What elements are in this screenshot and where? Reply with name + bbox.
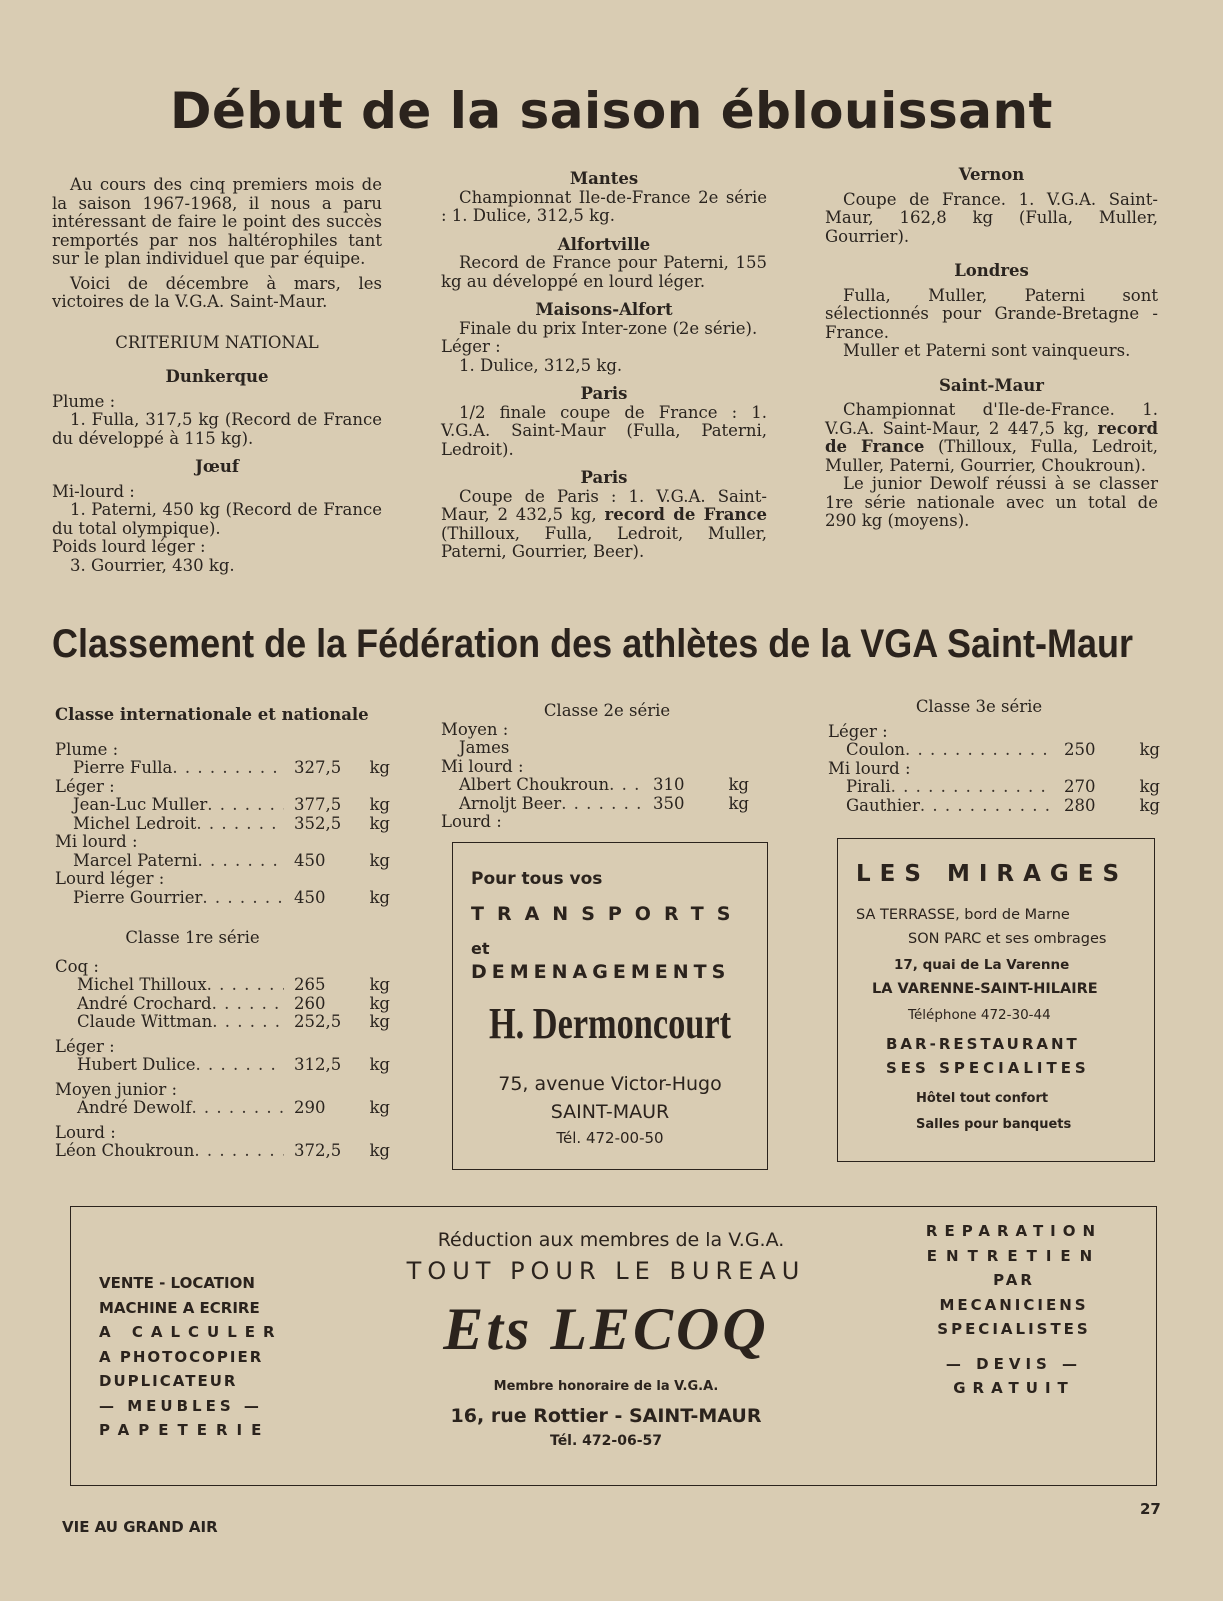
athlete-unit: kg [728,775,749,794]
athlete-total: 377,5 [294,795,342,814]
athlete-total: 260 [294,993,326,1013]
plume-result: 1. Fulla, 317,5 kg (Record de France du développé à 115 kg). [52,410,382,448]
athlete-name-james: James [459,738,510,757]
ad-mirages-line5: BAR-RESTAURANT [886,1035,1080,1053]
joeuf-heading: Jœuf [195,457,239,476]
ad-transports-name: H. Dermoncourt [488,999,732,1048]
athlete-name: Albert Choukroun [459,775,610,794]
ad-mirages-line7: Hôtel tout confort [916,1091,1049,1106]
leger-cat: Léger : [55,776,115,796]
page-number: 27 [1140,1500,1161,1518]
intro-column [52,176,382,575]
maisons-alfort-heading: Maisons-Alfort [535,300,673,319]
dunkerque-heading: Dunkerque [165,367,269,386]
athlete-unit: kg [369,1098,390,1117]
ad-transports-phone: Tél. 472-00-50 [556,1129,664,1147]
criterium-heading: CRITERIUM NATIONAL [115,332,319,352]
ad-lecoq-left-line: VENTE - LOCATION [99,1274,255,1292]
athlete-name: Gauthier [846,795,920,815]
ad-lecoq-left-line: MACHINE A ECRIRE [99,1298,260,1317]
ad-lecoq [70,1206,1157,1486]
plume-label: Plume : [52,391,116,411]
athlete-name: André Crochard [77,993,212,1013]
ad-lecoq-tagline: TOUT POUR LE BUREAU [406,1257,806,1285]
athlete-name: Léon Choukroun [55,1141,195,1160]
ad-mirages-phone: Téléphone 472-30-44 [908,1007,1051,1023]
paris-text-1: 1/2 finale coupe de France : 1. V.G.A. Saint-Maur (Fulla, Paterni, Ledroit). [441,402,767,459]
leger-cat-2: Léger : [55,1036,115,1056]
ad-lecoq-phone: Tél. 472-06-57 [550,1433,662,1449]
athlete-unit: kg [369,795,390,814]
plume-cat: Plume : [55,739,119,759]
s1-row [55,1013,390,1032]
moyen-junior-cat: Moyen junior : [55,1079,178,1099]
mantes-text: Championnat Ile-de-France 2e série : 1. Dulice, 312,5 kg. [441,187,767,225]
athlete-name: Claude Wittman [77,1012,213,1031]
athlete-total: 290 [294,1098,326,1117]
s1-row [55,1142,390,1161]
athlete-total: 350 [653,793,685,813]
s2-row [441,795,749,814]
ad-mirages-line6: SES SPECIALITES [886,1059,1090,1077]
coq-cat: Coq : [55,956,99,976]
ad-transports-city: SAINT-MAUR [550,1101,670,1123]
ad-lecoq-right-line: SPECIALISTES [937,1320,1091,1338]
athlete-unit: kg [369,758,390,777]
s1-row [55,1099,390,1118]
intl-row [55,759,390,778]
intro-paragraph-2: Voici de décembre à mars, les victoires de la V.G.A. Saint-Maur. [52,273,382,311]
s1-row [55,976,390,995]
saint-maur-text-1a: Championnat d'Ile-de-France. 1. V.G.A. Saint-Maur, 2 447,5 kg, [825,400,1158,438]
ad-lecoq-membre: Membre honoraire de la V.G.A. [493,1379,719,1394]
athlete-name: Arnoljt Beer [459,793,562,813]
ad-mirages-line8: Salles pour banquets [916,1117,1072,1132]
saint-maur-text-1b: (Thilloux, Fulla, Ledroit, Muller, Paterni, Gourrier, Choukroun). [825,437,1158,475]
ad-lecoq-left-line: DUPLICATEUR [99,1372,238,1390]
ad-lecoq-right-line: ENTRETIEN [926,1246,1102,1265]
athlete-name: André Dewolf [77,1098,192,1117]
athlete-total: 310 [653,775,685,794]
alfortville-text: Record de France pour Paterni, 155 kg au développé en lourd léger. [441,253,767,291]
athlete-name: Pierre Fulla [73,758,173,777]
ad-lecoq-left [99,1271,283,1443]
ad-transports-line1: Pour tous vos [471,869,603,889]
intl-heading: Classe internationale et nationale [55,705,369,724]
ad-lecoq-right-line: MECANICIENS [939,1295,1089,1314]
ad-transports-line3: et [471,939,490,958]
londres-heading: Londres [954,261,1029,280]
paris-text-2 [441,488,767,562]
serie3-heading: Classe 3e série [915,697,1043,716]
intro-paragraph-1: Au cours des cinq premiers mois de la saison 1967-1968, il nous a paru intéressant de faire le point des succès remportés par nos haltérophiles tant sur le plan individuel que par équipe. [52,175,382,268]
intl-row [55,815,390,834]
athlete-total: 265 [294,975,326,994]
saint-maur-text-2: Le junior Dewolf réussi à se classer 1re série nationale avec un total de 290 kg (moyens). [825,474,1158,530]
ad-lecoq-address: 16, rue Rottier - SAINT-MAUR [450,1405,762,1427]
ad-lecoq-right-line: GRATUIT [953,1379,1075,1397]
athlete-unit: kg [1139,740,1160,759]
ad-lecoq-right-line: REPARATION [925,1222,1103,1240]
intl-row [55,852,390,871]
athlete-name: Jean-Luc Muller [73,795,208,814]
athlete-name: Coulon [846,740,906,759]
maisons-alfort-text: Finale du prix Inter-zone (2e série). [459,318,758,338]
athlete-total: 270 [1064,777,1096,796]
magazine-name: VIE AU GRAND AIR [62,1518,218,1536]
athlete-unit: kg [369,813,390,833]
athlete-name: Michel Thilloux [77,975,207,994]
lourd-leger-cat: Lourd léger : [55,869,165,888]
athlete-name: Michel Ledroit [73,813,197,833]
moyen-cat: Moyen : [441,719,509,739]
londres-text-2: Muller et Paterni sont vainqueurs. [843,341,1131,360]
athlete-unit: kg [728,793,749,813]
londres-text-1: Fulla, Muller, Paterni sont sélectionnés pour Grande-Bretagne - France. [825,285,1158,342]
ad-lecoq-reduction: Réduction aux membres de la V.G.A. [437,1229,785,1251]
s1-row [55,1056,390,1075]
athlete-unit: kg [1139,777,1160,796]
athlete-total: 352,5 [294,813,342,833]
athlete-total: 252,5 [294,1012,342,1031]
athlete-unit: kg [369,887,390,907]
s1-row [55,995,390,1014]
saint-maur-record: record de France [825,418,1158,456]
intl-row [55,889,390,908]
athlete-unit: kg [369,1055,390,1074]
s3-row [828,778,1160,797]
leger-cat-3: Léger : [828,721,888,741]
ad-mirages-line4: LA VARENNE-SAINT-HILAIRE [872,981,1098,997]
classement-column-1 [55,706,390,1161]
athlete-total: 280 [1064,795,1096,815]
athlete-name: Pirali [846,777,891,796]
athlete-unit: kg [369,993,390,1013]
paris-text-2a: Coupe de Paris : 1. V.G.A. Saint-Maur, 2 432,5 kg, [441,486,767,524]
poids-lourd-label: Poids lourd léger : [52,537,206,556]
ad-lecoq-name: Ets LECOQ [443,1296,769,1362]
athlete-total: 372,5 [294,1141,342,1160]
ad-lecoq-left-line: A PHOTOCOPIER [99,1347,264,1366]
ad-mirages [837,838,1155,1162]
athlete-name: Pierre Gourrier [73,887,203,907]
s3-row [828,797,1160,816]
ad-lecoq-left-line: — MEUBLES — [99,1396,263,1415]
classement-column-3 [828,698,1160,815]
lourd-cat-2: Lourd : [441,812,502,831]
s3-row [828,741,1160,760]
athlete-total: 450 [294,887,326,907]
leger-result: 1. Dulice, 312,5 kg. [459,355,623,375]
athlete-total: 450 [294,850,326,870]
vernon-heading: Vernon [958,165,1025,184]
ad-mirages-line3: 17, quai de La Varenne [894,957,1070,973]
ad-mirages-line1: SA TERRASSE, bord de Marne [856,907,1070,923]
ad-mirages-name: LES MIRAGES [856,861,1129,887]
serie2-heading: Classe 2e série [543,701,671,720]
ad-lecoq-left-line: A CALCULER [99,1323,283,1341]
paris-heading-1: Paris [580,384,628,403]
serie1-heading: Classe 1re série [125,928,260,947]
ad-lecoq-right-line: PAR [993,1271,1035,1289]
ad-lecoq-left-line: PAPETERIE [99,1421,271,1439]
paris-heading-2: Paris [580,468,628,487]
lourd-cat: Lourd : [55,1122,116,1142]
ad-lecoq-right-line: — DEVIS — [945,1354,1083,1373]
athlete-total: 327,5 [294,758,342,777]
mi-lourd-cat: Mi lourd : [55,832,138,851]
poids-lourd-result: 3. Gourrier, 430 kg. [70,555,235,575]
saint-maur-text-1 [825,401,1158,475]
athlete-unit: kg [1139,795,1160,815]
vernon-text: Coupe de France. 1. V.G.A. Saint-Maur, 162,8 kg (Fulla, Muller, Gourrier). [825,189,1158,246]
leger-label: Léger : [441,337,501,356]
mi-lourd-cat-2: Mi lourd : [441,756,524,776]
ad-mirages-line2: SON PARC et ses ombrages [908,931,1107,947]
ad-transports-address: 75, avenue Victor-Hugo [498,1073,722,1095]
s2-row [441,776,749,795]
athlete-name: Hubert Dulice [77,1055,196,1074]
results-column-middle [441,170,767,562]
mi-lourd-cat-3: Mi lourd : [828,758,911,778]
athlete-unit: kg [369,975,390,994]
paris-record: record de France [604,505,767,524]
intl-row [55,796,390,815]
athlete-unit: kg [369,1012,390,1031]
ad-lecoq-right [909,1219,1119,1401]
classement-column-2 [441,702,773,832]
alfortville-heading: Alfortville [557,234,651,254]
mi-lourd-label: Mi-lourd : [52,481,135,501]
mantes-heading: Mantes [569,169,639,188]
athlete-total: 312,5 [294,1055,342,1074]
article-title: Début de la saison éblouissant [170,82,1053,140]
classement-title: Classement de la Fédération des athlètes de la VGA Saint-Maur [52,622,1133,666]
paris-text-2b: (Thilloux, Fulla, Ledroit, Muller, Paterni, Gourrier, Beer). [441,523,767,561]
results-column-right [825,166,1158,531]
ad-transports-line2: TRANSPORTS [471,903,744,925]
athlete-unit: kg [369,850,390,870]
athlete-total: 250 [1064,740,1096,759]
ad-transports-line4: DEMENAGEMENTS [471,961,731,983]
athlete-name: Marcel Paterni [73,850,198,870]
athlete-unit: kg [369,1141,390,1160]
ad-transports [452,842,768,1170]
mi-lourd-result: 1. Paterni, 450 kg (Record de France du total olympique). [52,500,382,538]
saint-maur-heading: Saint-Maur [939,375,1044,395]
